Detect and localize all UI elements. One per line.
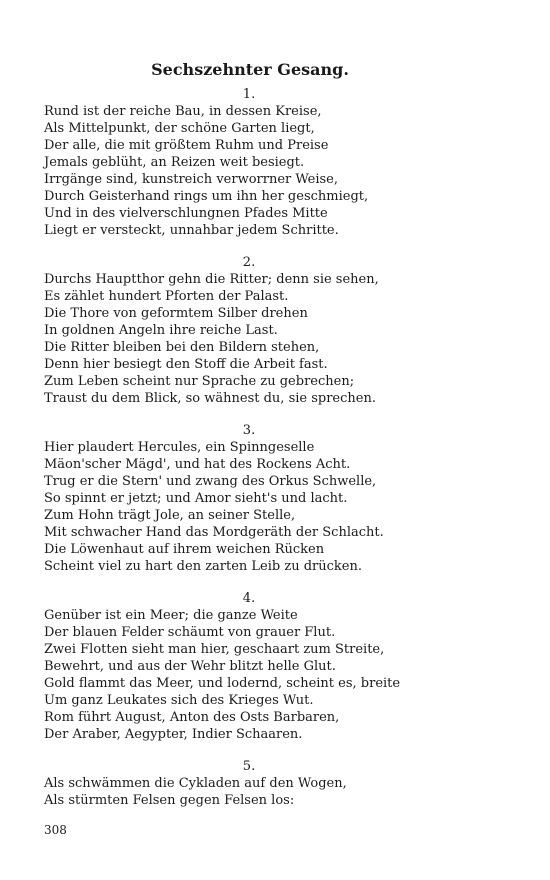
verse-line: Als schwämmen die Cykladen auf den Wogen, [44, 776, 347, 791]
verse-line: So spinnt er jetzt; und Amor sieht's und lacht. [44, 491, 348, 506]
verse-line: Zwei Flotten sieht man hier, geschaart zum Streite, [44, 642, 385, 657]
verse-line: Die Löwenhaut auf ihrem weichen Rücken [44, 542, 325, 557]
verse-line: Die Ritter bleiben bei den Bildern stehen, [44, 340, 320, 355]
verse-line: Der Araber, Aegypter, Indier Schaaren. [44, 727, 303, 742]
stanza-number: 1. [242, 87, 256, 102]
verse-line: Irrgänge sind, kunstreich verworrner Weise, [44, 172, 339, 187]
stanza-2 [44, 254, 464, 407]
verse-line: Rund ist der reiche Bau, in dessen Kreise, [44, 104, 322, 119]
verse-line: Liegt er versteckt, unnahbar jedem Schritte. [44, 223, 339, 238]
verse-line: In goldnen Angeln ihre reiche Last. [44, 323, 278, 338]
verse-line: Der alle, die mit größtem Ruhm und Preise [44, 138, 329, 153]
stanza-number: 3. [242, 423, 256, 438]
verse-line: Und in des vielverschlungnen Pfades Mitte [44, 206, 328, 221]
stanza-5 [44, 758, 464, 809]
verse-line: Traust du dem Blick, so wähnest du, sie sprechen. [44, 391, 376, 406]
verse-line: Jemals geblüht, an Reizen weit besiegt. [44, 155, 305, 170]
verse-line: Zum Hohn trägt Jole, an seiner Stelle, [44, 508, 296, 523]
verse-line: Denn hier besiegt den Stoff die Arbeit fast. [44, 357, 328, 372]
verse-line: Es zählet hundert Pforten der Palast. [44, 289, 289, 304]
verse-line: Als stürmten Felsen gegen Felsen los: [44, 793, 295, 808]
verse-line: Trug er die Stern' und zwang des Orkus Schwelle, [44, 474, 377, 489]
stanza-number: 5. [242, 759, 256, 774]
verse-line: Als Mittelpunkt, der schöne Garten liegt, [44, 121, 315, 136]
canto-title: Sechszehnter Gesang. [151, 60, 349, 79]
stanza-4 [44, 590, 464, 743]
verse-line: Mäon'scher Mägd', und hat des Rockens Acht. [44, 457, 351, 472]
verse-line: Genüber ist ein Meer; die ganze Weite [44, 608, 298, 623]
stanza-number: 4. [242, 591, 256, 606]
verse-line: Um ganz Leukates sich des Krieges Wut. [44, 693, 314, 708]
verse-line: Scheint viel zu hart den zarten Leib zu drücken. [44, 559, 362, 574]
verse-line: Bewehrt, und aus der Wehr blitzt helle Glut. [44, 659, 336, 674]
verse-line: Hier plaudert Hercules, ein Spinngeselle [44, 440, 315, 455]
verse-line: Rom führt August, Anton des Osts Barbaren, [44, 710, 340, 725]
stanza-number: 2. [242, 255, 256, 270]
page-number: 308 [44, 823, 67, 837]
verse-line: Durchs Hauptthor gehn die Ritter; denn sie sehen, [44, 272, 379, 287]
verse-line: Der blauen Felder schäumt von grauer Flut. [44, 625, 336, 640]
stanza-1 [44, 86, 464, 239]
verse-line: Die Thore von geformtem Silber drehen [44, 306, 308, 321]
stanza-3 [44, 422, 464, 575]
verse-line: Zum Leben scheint nur Sprache zu gebrechen; [44, 374, 355, 389]
verse-line: Mit schwacher Hand das Mordgeräth der Schlacht. [44, 525, 384, 540]
verse-line: Durch Geisterhand rings um ihn her geschmiegt, [44, 189, 369, 204]
verse-line: Gold flammt das Meer, und lodernd, scheint es, breite [44, 676, 401, 691]
